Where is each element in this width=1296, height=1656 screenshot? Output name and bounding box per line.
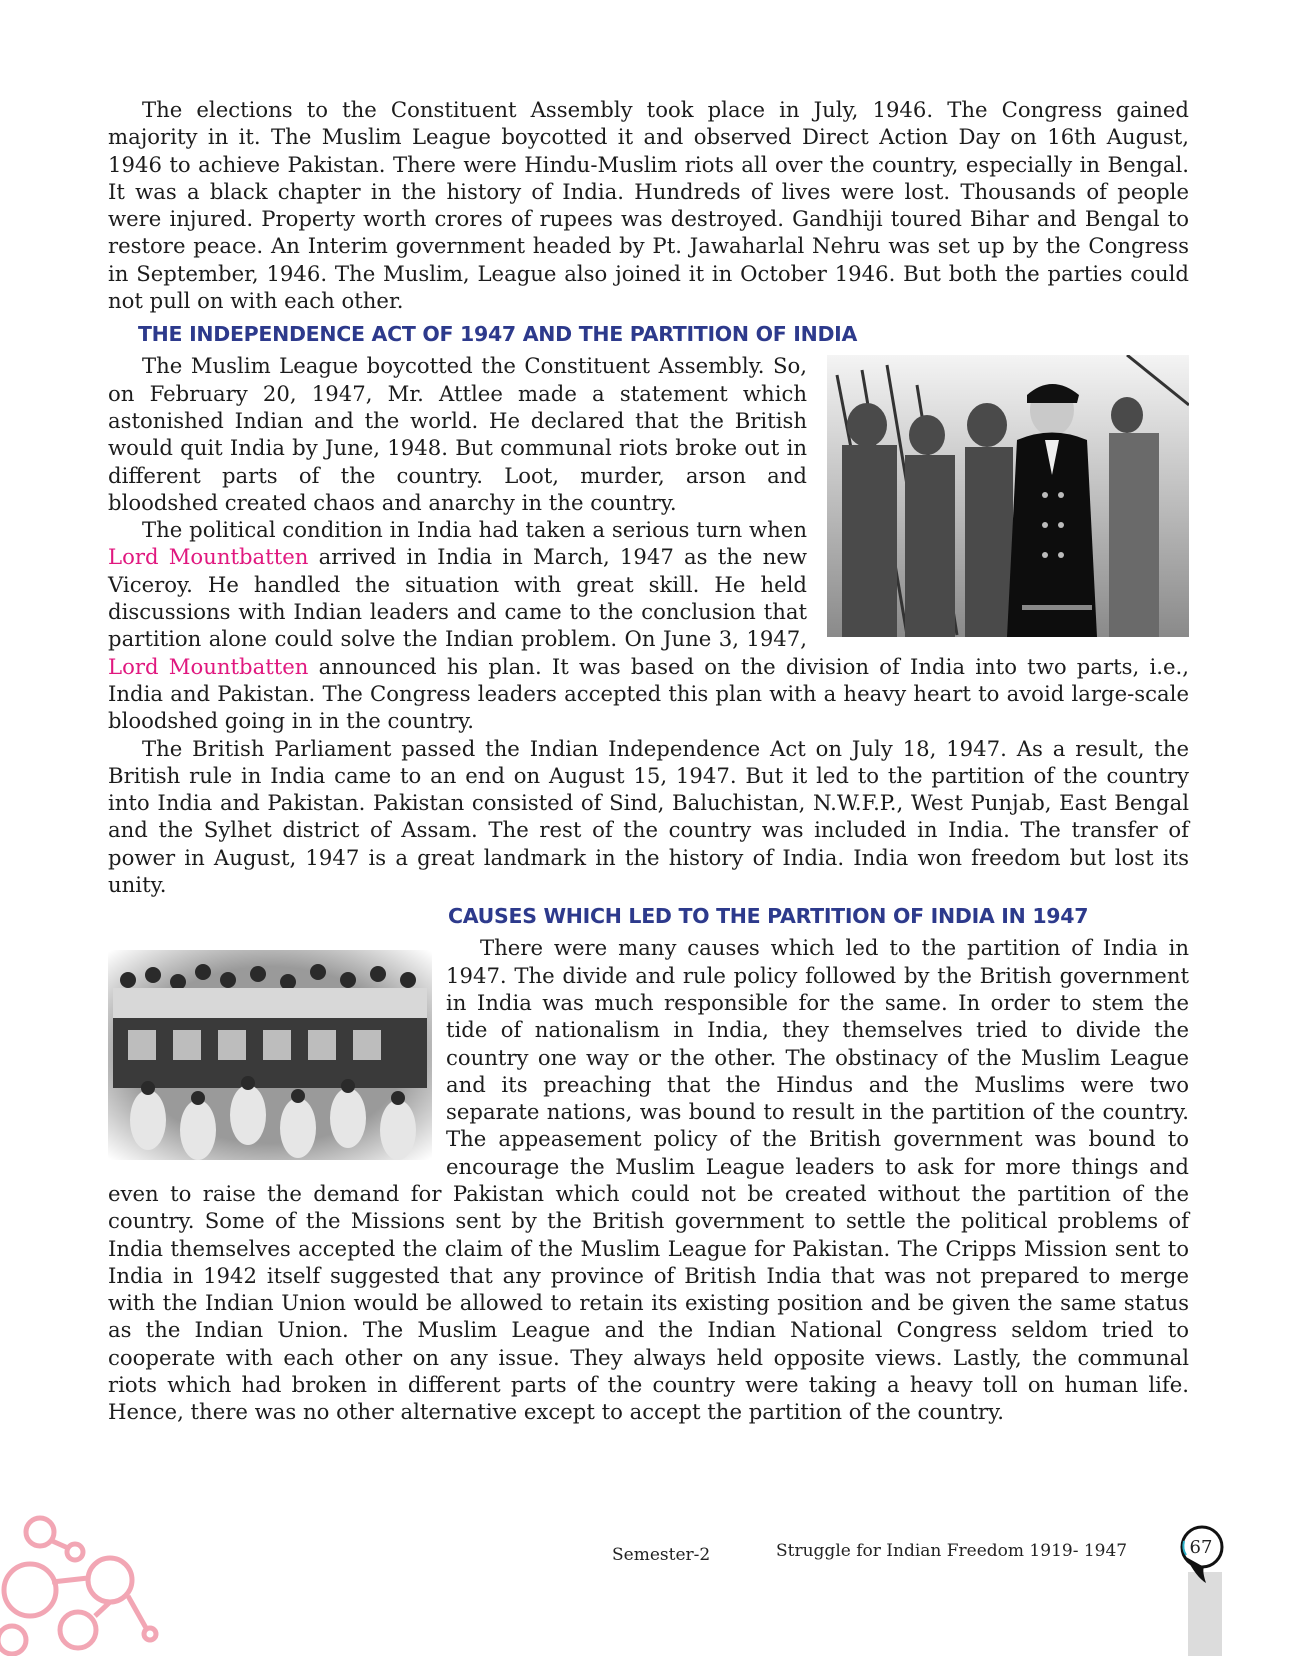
highlight-mountbatten: Lord Mountbatten: [108, 544, 309, 570]
paragraph-attlee: The Muslim League boycotted the Constituent Assembly. So, on February 20, 1947, Mr. Attlee made a statement which astonished Indian and the world. He declared that the British would quit India by June, 1948. But communal riots broke out in different parts of the country. Loot, murder, arson and bloodshed created chaos and anarchy in the country.: [108, 353, 807, 515]
paragraph-mountbatten: The political condition in India had taken a serious turn when Lord Mountbatten arrived in India in March, 1947 as the new Viceroy. He handled the situation with great skill. He held discussions with Indian leaders and came to the conclusion that partition alone could solve the Indian problem. On June 3, 1947, Lord Mountbatten announced his plan. It was based on the division of India into two parts, i.e., India and Pakistan. The Congress leaders accepted this plan with a heavy heart to avoid large-scale bloodshed going in in the country.: [108, 517, 1190, 734]
section-heading-causes: CAUSES WHICH LED TO THE PARTITION OF INDIA IN 1947: [448, 904, 1089, 929]
page-number: 67: [1189, 1537, 1213, 1558]
paragraph-independence-act: The British Parliament passed the Indian Independence Act on July 18, 1947. As a result, the British rule in India came to an end on August 15, 1947. But it led to the partition of the country into India and Pakistan. Pakistan consisted of Sind, Baluchistan, N.W.F.P., West Punjab, East Bengal and the Sylhet district of Assam. The rest of the country was included in India. The transfer of power in August, 1947 is a great landmark in the history of India. India won freedom but lost its unity.: [108, 735, 1189, 898]
paragraph-causes: There were many causes which led to the partition of India in 1947. The divide and rule policy followed by the British government in India was much responsible for the same. In order to stem the tide of nationalism in India, they themselves tried to divide the country one way or the other. The obstinacy of the Muslim League and its preaching that the Hindus and the Muslims were two separate nations, was bound to result in the partition of the country. The appeasement policy of the British government was bound to encourage the Muslim League leaders to ask for more things and even to raise the demand for Pakistan which could not be created without the partition of the country. Some of the Missions sent by the British government to settle the political problems of India themselves accepted the claim of the Muslim League for Pakistan. The Cripps Mission sent to India in 1942 itself suggested that any province of British India that was not prepared to merge with the Indian Union would be allowed to retain its existing position and be given the same status as the Indian Union. The Muslim League and the Indian National Congress seldom tried to cooperate with each other on any issue. They always held opposite views. Lastly, the communal riots which had broken in different parts of the country were taking a heavy toll on human life. Hence, there was no other alternative except to accept the partition of the country.: [108, 935, 1189, 1425]
section-heading-independence-act: THE INDEPENDENCE ACT OF 1947 AND THE PARTITION OF INDIA: [138, 322, 858, 347]
footer-semester: Semester-2: [612, 1545, 711, 1565]
mountbatten-photo: [827, 355, 1189, 637]
partition-train-photo: [108, 950, 432, 1160]
intro-paragraph: The elections to the Constituent Assembly took place in July, 1946. The Congress gained majority in it. The Muslim League boycotted it and observed Direct Action Day on 16th August, 1946 to achieve Pakistan. There were Hindu-Muslim riots all over the country, especially in Bengal. It was a black chapter in the history of India. Hundreds of lives were lost. Thousands of people were injured. Property worth crores of rupees was destroyed. Gandhiji toured Bihar and Bengal to restore peace. An Interim government headed by Pt. Jawaharlal Nehru was set up by the Congress in September, 1946. The Muslim, League also joined it in October 1946. But both the parties could not pull on with each other.: [108, 97, 1189, 314]
page-content: [108, 96, 1189, 1426]
highlight-mountbatten-2: Lord Mountbatten: [108, 653, 309, 679]
decorative-circles: [0, 1512, 180, 1656]
footer-chapter-title: Struggle for Indian Freedom 1919- 1947: [776, 1541, 1128, 1561]
